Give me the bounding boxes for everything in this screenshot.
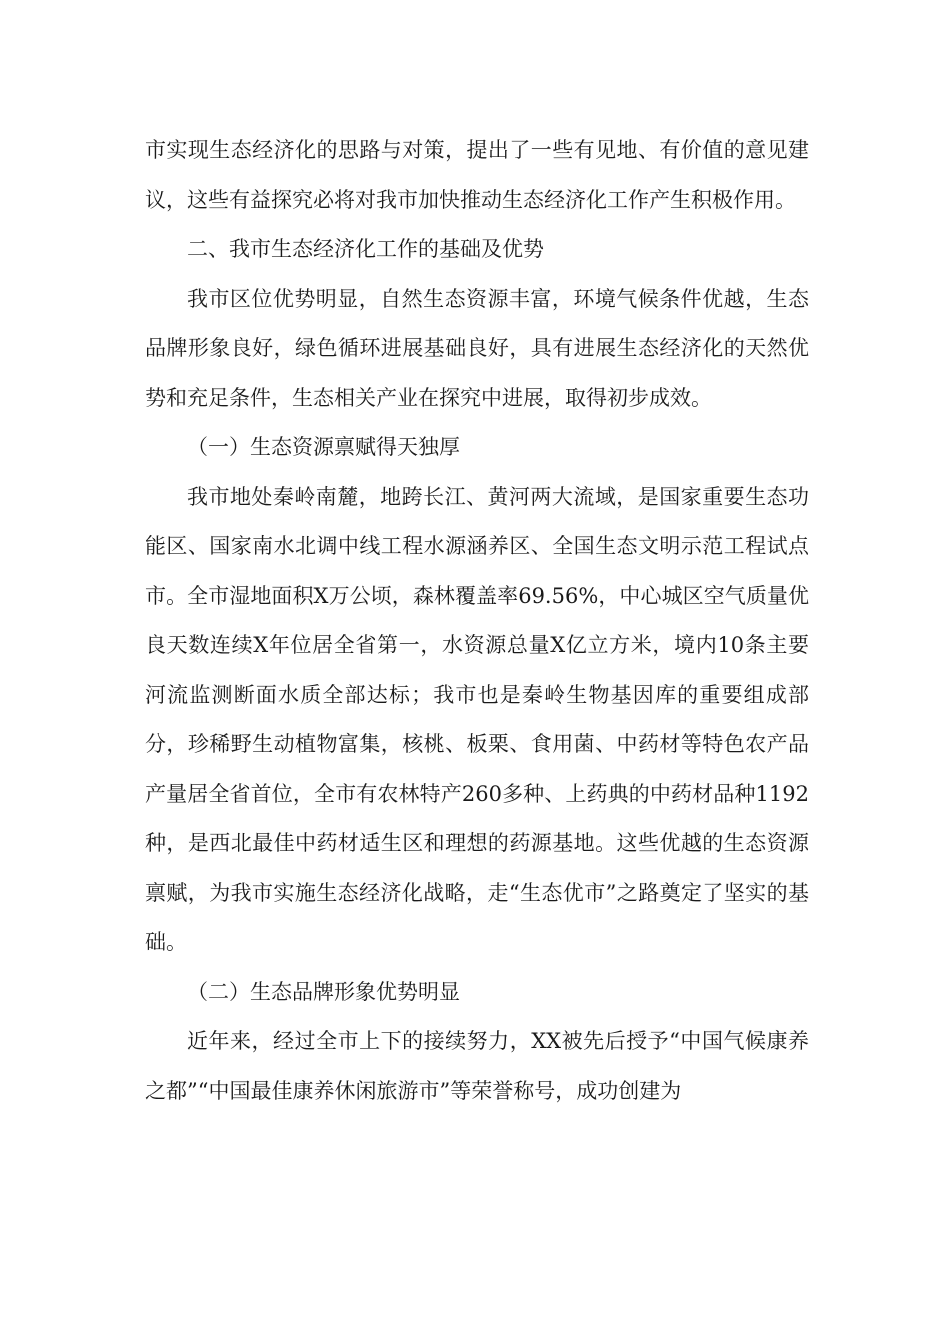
section-two-heading: 二、我市生态经济化工作的基础及优势 [187, 237, 544, 261]
subsection-two-heading: （二）生态品牌形象优势明显 [187, 979, 460, 1004]
subsection-one-heading: （一）生态资源禀赋得天独厚 [187, 435, 460, 459]
document-body [145, 126, 809, 1116]
subsection-two-paragraph: 近年来，经过全市上下的接续努力，XX被先后授予“中国气候康养之都”“中国最佳康养休闲旅游市”等荣誉称号，成功创建为 [145, 1029, 809, 1103]
subsection-one-paragraph: 我市地处秦岭南麓，地跨长江、黄河两大流域，是国家重要生态功能区、国家南水北调中线工程水源涵养区、全国生态文明示范工程试点市。全市湿地面积X万公顷，森林覆盖率69.56%，中心城区空气质量优良天数连续X年位居全省第一，水资源总量X亿立方米，境内10条主要河流监测断面水质全部达标；我市也是秦岭生物基因库的重要组成部分，珍稀野生动植物富集，核桃、板栗、食用菌、中药材等特色农产品产量居全省首位，全市有农林特产260多种、上药典的中药材品种1192种，是西北最佳中药材适生区和理想的药源基地。这些优越的生态资源禀赋，为我市实施生态经济化战略，走“生态优市”之路奠定了坚实的基础。 [145, 484, 809, 954]
section-two-intro-paragraph: 我市区位优势明显，自然生态资源丰富，环境气候条件优越，生态品牌形象良好，绿色循环进展基础良好，具有进展生态经济化的天然优势和充足条件，生态相关产业在探究中进展，取得初步成效。 [145, 286, 809, 410]
continuation-paragraph: 市实现生态经济化的思路与对策，提出了一些有见地、有价值的意见建议，这些有益探究必将对我市加快推动生态经济化工作产生积极作用。 [145, 138, 809, 212]
